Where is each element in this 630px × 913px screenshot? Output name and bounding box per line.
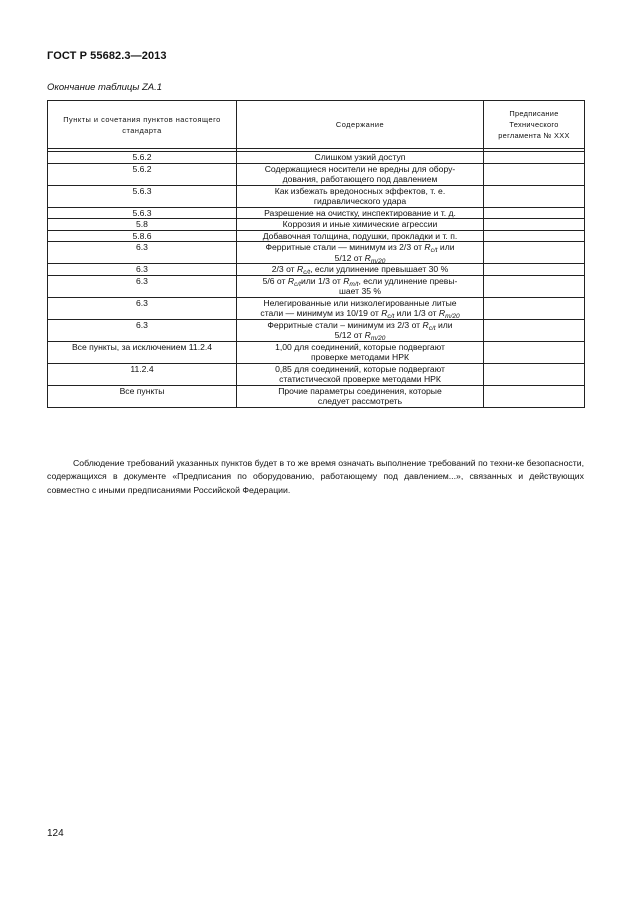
row-content: 1,00 для соединений, которые подвергают проверке методами НРК	[237, 341, 484, 363]
row-clause: Все пункты, за исключением 11.2.4	[48, 341, 237, 363]
table-row	[48, 185, 585, 207]
header-content: Содержание	[237, 101, 484, 149]
page-number: 124	[47, 828, 64, 839]
row-content: Содержащиеся носители не вредны для обору- дования, работающего под давлением	[237, 163, 484, 185]
row-regulation	[484, 297, 585, 319]
header-regulation: Предписание Технического регламента № ХХХ	[484, 101, 585, 149]
row-regulation	[484, 264, 585, 276]
row-regulation	[484, 242, 585, 264]
row-content: 5/6 от $R_{c/t}или$ 1/3 от $R_{m/t}$, если удлинение превы- шает 35 %	[237, 275, 484, 297]
row-clause: 6.3	[48, 264, 237, 276]
row-content: Разрешение на очистку, инспектирование и т. д.	[237, 207, 484, 219]
row-regulation	[484, 341, 585, 363]
row-regulation	[484, 207, 585, 219]
row-content: Нелегированные или низколегированные литые стали — минимум из 10/19 от $R_{c/t}$ или 1/3 от $R_{m/20}$	[237, 297, 484, 319]
header-clauses: Пункты и сочетания пунктов настоящего стандарта	[48, 101, 237, 149]
row-clause: 5.6.3	[48, 207, 237, 219]
row-clause: 6.3	[48, 319, 237, 341]
row-clause: 5.6.2	[48, 163, 237, 185]
row-clause: 5.8.6	[48, 230, 237, 242]
table-row	[48, 297, 585, 319]
row-content: Ферритные стали – минимум из 2/3 от $R_{c/t}$ или 5/12 от $R_{m/20}$	[237, 319, 484, 341]
row-content: Добавочная толщина, подушки, прокладки и т. п.	[237, 230, 484, 242]
table-row	[48, 207, 585, 219]
row-clause: 6.3	[48, 242, 237, 264]
document-header: ГОСТ Р 55682.3—2013	[47, 50, 167, 62]
row-regulation	[484, 385, 585, 407]
table-header-row	[48, 101, 585, 149]
table-caption: Окончание таблицы ZA.1	[47, 82, 163, 93]
row-regulation	[484, 152, 585, 164]
table-row	[48, 264, 585, 276]
row-clause: 5.6.3	[48, 185, 237, 207]
table-row	[48, 385, 585, 407]
row-content: Как избежать вредоносных эффектов, т. е. гидравлического удара	[237, 185, 484, 207]
row-clause: 5.6.2	[48, 152, 237, 164]
row-clause: 5.8	[48, 219, 237, 231]
requirements-table	[47, 100, 585, 408]
row-regulation	[484, 163, 585, 185]
table-row	[48, 163, 585, 185]
row-regulation	[484, 363, 585, 385]
body-paragraph	[47, 457, 584, 497]
row-regulation	[484, 219, 585, 231]
table-body	[48, 152, 585, 408]
table-row	[48, 363, 585, 385]
paragraph-text: Соблюдение требований указанных пунктов будет в то же время означать выполнение требований по техни-ке безопасности, содержащихся в документе «Предписания по оборудованию, работающему под давлением...», связанных и действующих совместно с иными предписаниями Российской Федерации.	[47, 458, 584, 495]
table-row	[48, 230, 585, 242]
row-clause: 6.3	[48, 297, 237, 319]
row-content: Коррозия и иные химические агрессии	[237, 219, 484, 231]
row-content: Ферритные стали — минимум из 2/3 от $R_{c/t}$ или 5/12 от $R_{m/20}$	[237, 242, 484, 264]
row-clause: 11.2.4	[48, 363, 237, 385]
table-row	[48, 219, 585, 231]
table-row	[48, 242, 585, 264]
row-regulation	[484, 230, 585, 242]
row-clause: 6.3	[48, 275, 237, 297]
table-row	[48, 275, 585, 297]
row-regulation	[484, 185, 585, 207]
row-regulation	[484, 319, 585, 341]
row-content: 0,85 для соединений, которые подвергают статистической проверке методами НРК	[237, 363, 484, 385]
table-row	[48, 319, 585, 341]
row-regulation	[484, 275, 585, 297]
row-content: 2/3 от $R_{c/t}$, если удлинение превышает 30 %	[237, 264, 484, 276]
row-clause: Все пункты	[48, 385, 237, 407]
table-row	[48, 152, 585, 164]
table-row	[48, 341, 585, 363]
row-content: Слишком узкий доступ	[237, 152, 484, 164]
row-content: Прочие параметры соединения, которые следует рассмотреть	[237, 385, 484, 407]
